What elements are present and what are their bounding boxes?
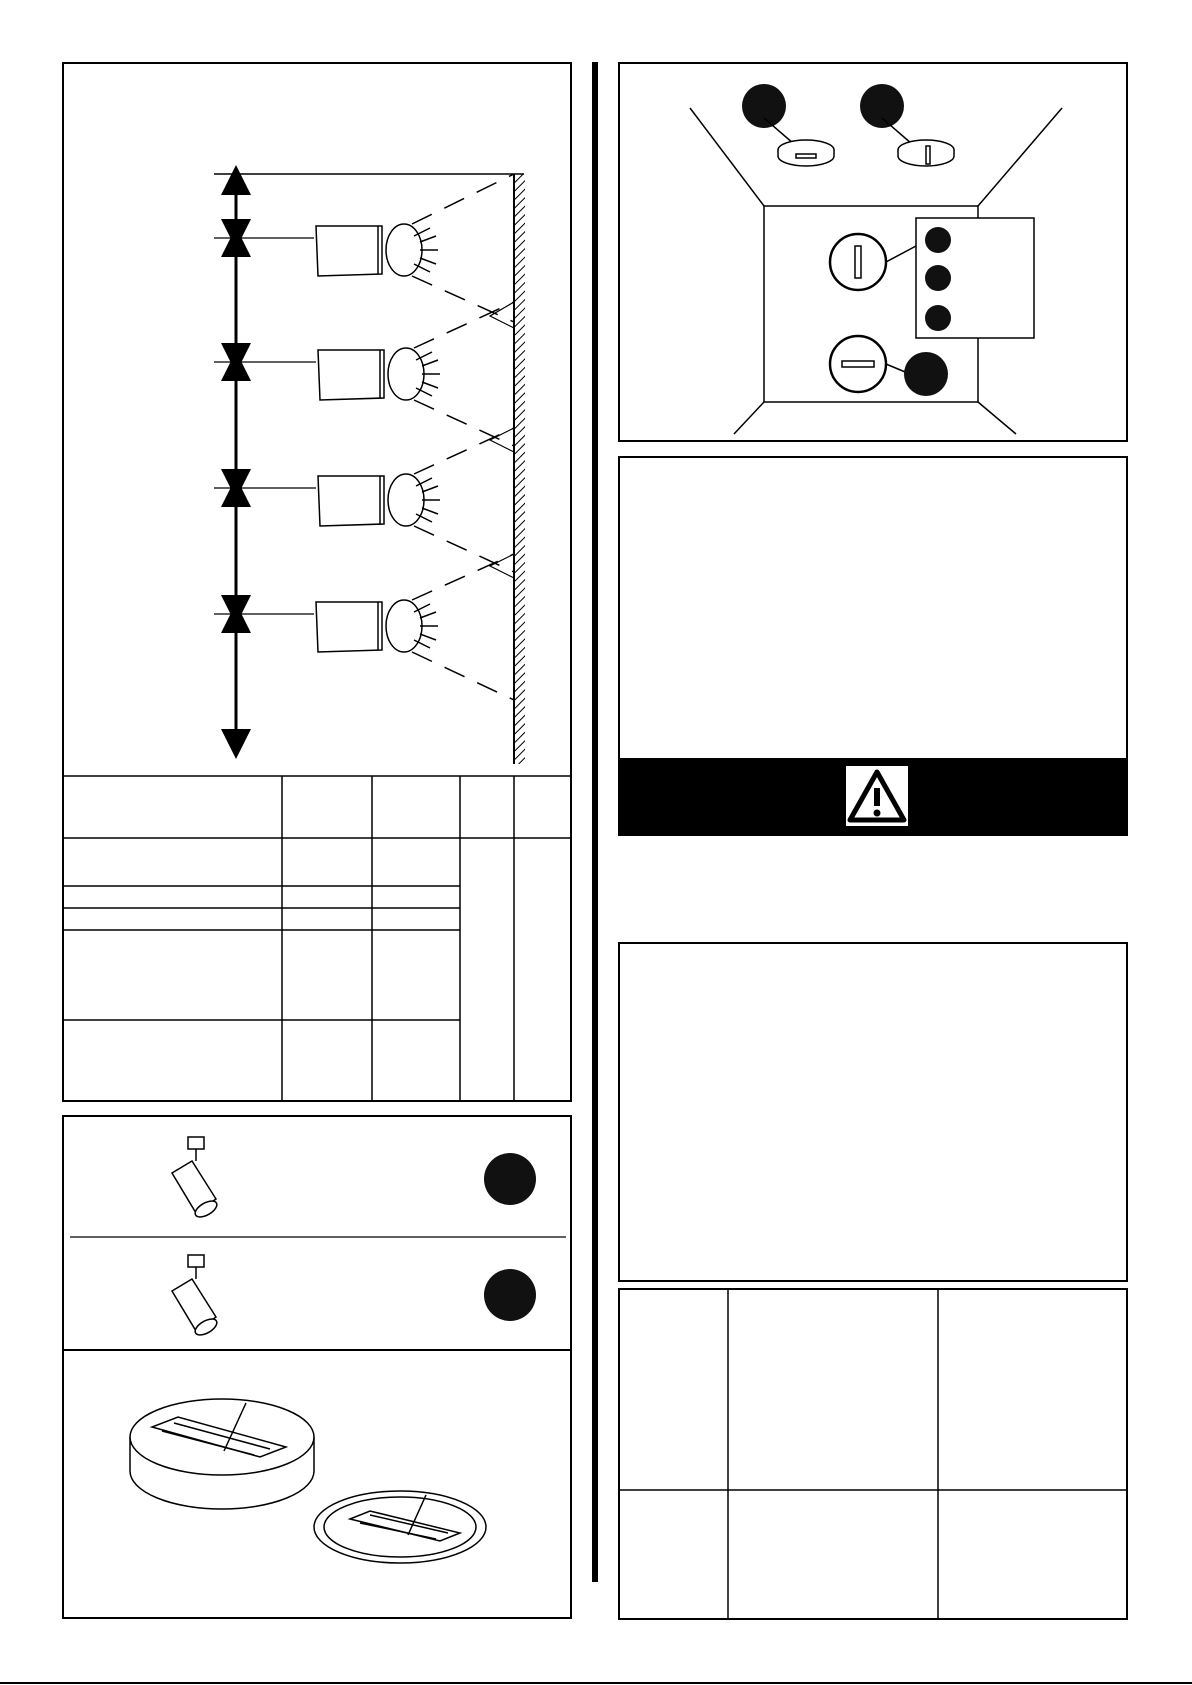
bottom-table [618,1288,1128,1620]
fixture-2 [318,348,440,400]
fixture-4 [316,600,438,652]
legend-marker-1 [925,227,951,253]
spec-table [64,776,570,1100]
notes-box [618,942,1128,1282]
option-badge-b [484,1269,536,1321]
warning-bar [618,758,1128,834]
ceiling-diagram [620,64,1126,440]
spacing-diagram [64,64,570,1100]
round-canopy-base [130,1399,314,1509]
track-fixture-icon-2 [172,1255,219,1338]
callout-2 [860,84,904,128]
column-divider [592,62,598,1582]
legend-marker-2 [925,265,951,291]
ceiling-diagram-panel [618,62,1128,442]
fixture-3 [318,474,440,526]
callout-1 [742,84,786,128]
callout-3 [904,352,948,396]
mounting-bases-panel [62,1349,572,1619]
spacing-diagram-panel [62,62,572,1102]
warning-triangle-icon [618,758,1128,834]
fixture-options-panel [62,1115,572,1351]
legend-marker-3 [925,305,951,331]
option-badge-a [484,1153,536,1205]
mounting-bases [64,1351,570,1617]
track-fixture-icon [172,1137,219,1220]
fixture-options [64,1117,570,1349]
page-bottom-rule [0,1682,1192,1684]
flat-mounting-plate [314,1491,486,1563]
fixture-1 [316,224,438,276]
